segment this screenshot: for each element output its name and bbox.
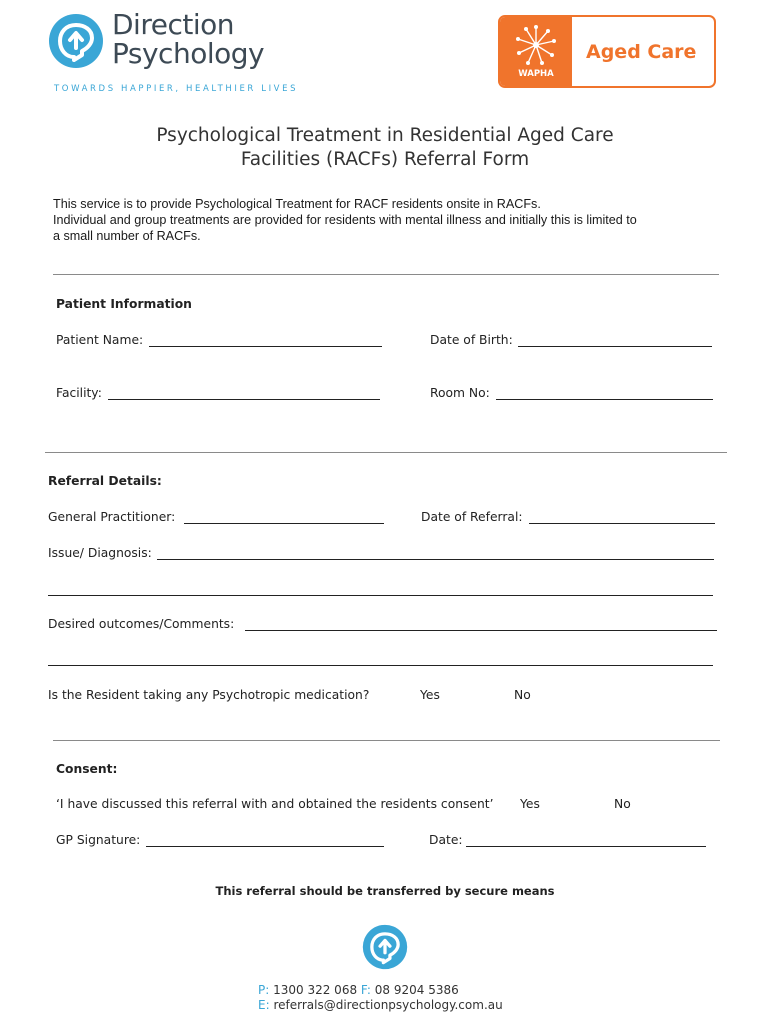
issue-diagnosis-continuation-field[interactable] bbox=[48, 595, 713, 596]
intro-line-1: This service is to provide Psychological Treatment for RACF residents onsite in RACFs. bbox=[53, 197, 541, 211]
email-key: E: bbox=[258, 998, 270, 1012]
secure-transfer-note: This referral should be transferred by secure means bbox=[215, 884, 555, 898]
contact-phone-fax bbox=[258, 983, 459, 997]
consent-statement: ‘I have discussed this referral with and obtained the residents consent’ bbox=[56, 797, 494, 811]
brand-line-2: Psychology bbox=[112, 37, 265, 70]
issue-diagnosis-label: Issue/ Diagnosis: bbox=[48, 546, 152, 560]
patient-name-label: Patient Name: bbox=[56, 333, 144, 347]
room-no-label: Room No: bbox=[430, 386, 490, 400]
issue-diagnosis-field[interactable] bbox=[157, 559, 714, 560]
date-of-referral-label: Date of Referral: bbox=[421, 510, 523, 524]
consent-date-field[interactable] bbox=[466, 846, 706, 847]
referral-details-heading: Referral Details: bbox=[48, 474, 162, 488]
date-of-birth-label: Date of Birth: bbox=[430, 333, 513, 347]
intro-line-2: Individual and group treatments are provided for residents with mental illness and initially this is limited to bbox=[53, 213, 637, 227]
brand-name bbox=[112, 10, 264, 68]
patient-info-heading: Patient Information bbox=[56, 297, 192, 311]
patient-name-field[interactable] bbox=[149, 346, 382, 347]
contact-email bbox=[258, 998, 503, 1012]
wapha-label: WAPHA bbox=[518, 69, 554, 79]
date-of-birth-field[interactable] bbox=[518, 346, 712, 347]
desired-outcomes-label: Desired outcomes/Comments: bbox=[48, 617, 235, 631]
form-title-line-1: Psychological Treatment in Residential Aged Care bbox=[156, 125, 614, 146]
brand-tagline: TOWARDS HAPPIER, HEALTHIER LIVES bbox=[54, 84, 299, 94]
aged-care-label: Aged Care bbox=[586, 41, 697, 63]
phone-number: 1300 322 068 bbox=[273, 983, 358, 997]
gp-signature-field[interactable] bbox=[146, 846, 384, 847]
general-practitioner-field[interactable] bbox=[184, 523, 384, 524]
intro-line-3: a small number of RACFs. bbox=[53, 229, 201, 243]
room-no-field[interactable] bbox=[496, 399, 713, 400]
medication-question: Is the Resident taking any Psychotropic medication? bbox=[48, 688, 370, 702]
email-address[interactable]: referrals@directionpsychology.com.au bbox=[273, 998, 503, 1012]
form-title-line-2: Facilities (RACFs) Referral Form bbox=[240, 149, 530, 170]
facility-field[interactable] bbox=[108, 399, 380, 400]
consent-date-label: Date: bbox=[429, 833, 463, 847]
phone-key: P: bbox=[258, 983, 270, 997]
aged-care-badge bbox=[498, 15, 716, 88]
fax-number: 08 9204 5386 bbox=[374, 983, 459, 997]
divider bbox=[53, 740, 720, 741]
facility-label: Facility: bbox=[56, 386, 102, 400]
divider bbox=[53, 274, 719, 275]
medication-yes-option[interactable]: Yes bbox=[420, 688, 440, 702]
consent-yes-option[interactable]: Yes bbox=[520, 797, 540, 811]
direction-psychology-logo-icon bbox=[48, 13, 104, 69]
consent-no-option[interactable]: No bbox=[614, 797, 631, 811]
desired-outcomes-field[interactable] bbox=[245, 630, 717, 631]
wapha-starburst-icon bbox=[514, 23, 558, 67]
divider bbox=[45, 452, 727, 453]
consent-heading: Consent: bbox=[56, 762, 118, 776]
brand-line-1: Direction bbox=[112, 8, 234, 41]
form-title bbox=[60, 124, 710, 172]
date-of-referral-field[interactable] bbox=[529, 523, 715, 524]
general-practitioner-label: General Practitioner: bbox=[48, 510, 176, 524]
medication-no-option[interactable]: No bbox=[514, 688, 531, 702]
direction-psychology-footer-logo-icon bbox=[362, 924, 408, 970]
gp-signature-label: GP Signature: bbox=[56, 833, 141, 847]
fax-key: F: bbox=[360, 983, 371, 997]
form-intro bbox=[53, 196, 723, 244]
desired-outcomes-continuation-field[interactable] bbox=[48, 665, 713, 666]
wapha-panel bbox=[500, 17, 572, 86]
